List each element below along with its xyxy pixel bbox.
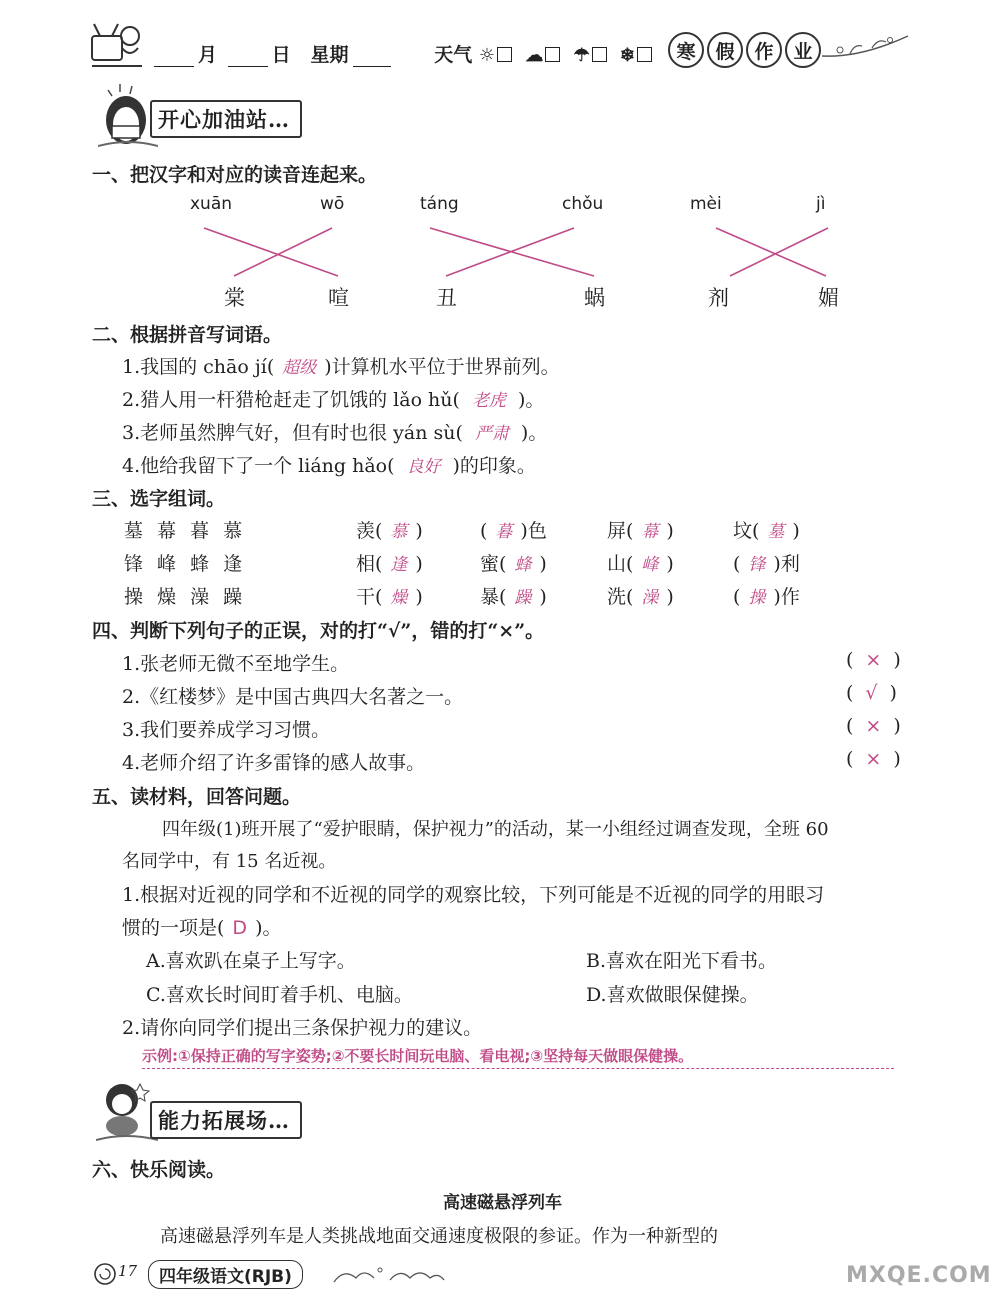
weekday-blank[interactable]: [353, 48, 391, 67]
sun-icon: ☼: [478, 45, 496, 66]
word-blank: 羡( 慕 ): [356, 520, 423, 542]
matching-lines: [190, 222, 850, 282]
word-blank: 干( 燥 ): [356, 586, 423, 608]
q2-answer[interactable]: 老虎: [471, 391, 506, 411]
q2-item: [122, 385, 544, 412]
q5-title: 五、读材料，回答问题。: [92, 786, 302, 808]
q4-mark: ( × ): [846, 748, 901, 770]
q5-sub2-answer[interactable]: 示例:①保持正确的写字姿势;②不要长时间玩电脑、看电视;③坚持每天做眼保健操。: [142, 1045, 894, 1069]
word-blank: 洗( 澡 ): [607, 586, 674, 608]
q2-item: [122, 418, 547, 445]
word-blank: ( 操 )作: [733, 586, 800, 608]
q2-answer[interactable]: 超级: [282, 358, 317, 378]
q5-paragraph: 名同学中，有 15 名近视。: [122, 851, 337, 872]
q2-text: )的印象。: [452, 455, 536, 477]
month-label: 月: [198, 44, 218, 66]
word-blank: 蜜( 蜂 ): [480, 553, 547, 575]
watermark: MXQE.COM: [846, 1263, 992, 1288]
char-group: 锋 峰 蜂 逢: [124, 553, 247, 575]
q2-item: [122, 451, 536, 478]
option-b: B.喜欢在阳光下看书。: [586, 950, 778, 972]
date-weather-line: [150, 40, 652, 67]
section-banner-ability-field: [150, 1101, 302, 1139]
rain-checkbox[interactable]: [592, 47, 607, 62]
pinyin-item: chǒu: [562, 194, 604, 214]
q2-text: 4.他给我留下了一个 liáng hǎo(: [122, 455, 395, 477]
branch-decoration-icon: [820, 28, 910, 68]
cloud-checkbox[interactable]: [545, 47, 560, 62]
hanzi-item: 剂: [708, 286, 729, 310]
word-blank: 屏( 幕 ): [607, 520, 674, 542]
char-group: 操 燥 澡 躁: [124, 586, 247, 608]
snow-checkbox[interactable]: [637, 47, 652, 62]
q3-title: 三、选字组词。: [92, 488, 226, 510]
penguin-icon: [98, 80, 158, 154]
hanzi-item: 喧: [328, 286, 349, 310]
q2-text: )。: [520, 422, 548, 444]
banner-title: 能力拓展场…: [158, 1108, 290, 1133]
badge-char: 寒: [668, 32, 704, 68]
badge-char: 作: [746, 32, 782, 68]
word-blank: ( 暮 )色: [480, 520, 547, 542]
header-doodle: [88, 14, 146, 72]
q5-sub1-answer[interactable]: D: [232, 917, 248, 939]
q4-mark: ( √ ): [846, 682, 897, 704]
weekday-label: 星期: [310, 44, 349, 66]
snow-icon: ❄: [619, 45, 635, 66]
q2-text: )。: [517, 389, 545, 411]
pinyin-item: wō: [320, 194, 345, 214]
pinyin-item: mèi: [690, 194, 722, 214]
q4-statement: 3.我们要养成学习习惯。: [122, 719, 331, 741]
q2-text: 3.老师虽然脾气好，但有时也很 yán sù(: [122, 422, 463, 444]
q5-sub1: 1.根据对近视的同学和不近视的同学的观察比较，下列可能是不近视的同学的用眼习: [122, 884, 825, 906]
q5-sub1-answer-line: 惯的一项是( D )。: [122, 917, 282, 939]
hanzi-item: 棠: [224, 286, 245, 310]
word-blank: 暴( 躁 ): [480, 586, 547, 608]
day-blank[interactable]: [228, 48, 268, 67]
char-group: 墓 幕 暮 慕: [124, 520, 247, 542]
weather-label: 天气: [434, 44, 473, 66]
word-blank: 山( 峰 ): [607, 553, 674, 575]
option-a: A.喜欢趴在桌子上写字。: [146, 950, 356, 972]
q2-text: )计算机水平位于世界前列。: [324, 356, 560, 378]
word-blank: 坟( 墓 ): [733, 520, 800, 542]
q2-item: [122, 352, 560, 379]
word-blank: 相( 逢 ): [356, 553, 423, 575]
hanzi-item: 媚: [818, 286, 839, 310]
hanzi-item: 丑: [436, 286, 457, 310]
q2-title: 二、根据拼音写词语。: [92, 324, 283, 346]
tv-kid-icon: [88, 14, 146, 72]
pinyin-item: táng: [420, 194, 459, 214]
q4-title: 四、判断下列句子的正误，对的打“√”，错的打“×”。: [92, 620, 545, 642]
book-label: 四年级语文(RJB): [148, 1260, 303, 1289]
option-c: C.喜欢长时间盯着手机、电脑。: [146, 984, 413, 1006]
badge-char: 假: [707, 32, 743, 68]
cloud-swirl-icon: [330, 1262, 460, 1294]
girl-reading-icon: [96, 1078, 158, 1148]
pinyin-item: xuān: [190, 194, 233, 214]
q2-answer[interactable]: 良好: [406, 457, 441, 477]
q4-statement: 1.张老师无微不至地学生。: [122, 653, 350, 675]
badge-char: 业: [785, 32, 821, 68]
sun-checkbox[interactable]: [497, 47, 512, 62]
page-number: 17: [118, 1262, 138, 1280]
passage-title: 高速磁悬浮列车: [443, 1193, 562, 1213]
passage-text: 高速磁悬浮列车是人类挑战地面交通速度极限的参证。作为一种新型的: [160, 1226, 718, 1247]
winter-homework-badge: [668, 32, 821, 68]
q2-text: 1.我国的 chāo jí(: [122, 356, 275, 378]
month-blank[interactable]: [154, 48, 194, 67]
q6-title: 六、快乐阅读。: [92, 1159, 226, 1181]
banner-title: 开心加油站…: [158, 107, 290, 132]
rain-icon: ☂: [573, 45, 590, 66]
section-banner-happy-station: [150, 100, 302, 138]
snail-icon: [90, 1258, 120, 1292]
hanzi-item: 蜗: [584, 286, 605, 310]
cloud-icon: ☁: [525, 45, 544, 66]
q4-mark: ( × ): [846, 649, 901, 671]
option-d: D.喜欢做眼保健操。: [586, 984, 759, 1006]
q5-sub2: 2.请你向同学们提出三条保护视力的建议。: [122, 1017, 483, 1039]
q5-paragraph: 四年级(1)班开展了“爱护眼睛，保护视力”的活动，某一小组经过调查发现，全班 60: [162, 819, 829, 840]
q1-title: 一、把汉字和对应的读音连起来。: [92, 164, 378, 186]
q4-statement: 4.老师介绍了许多雷锋的感人故事。: [122, 752, 426, 774]
q2-answer[interactable]: 严肃: [474, 424, 509, 444]
day-label: 日: [271, 44, 291, 66]
q2-text: 2.猎人用一杆猎枪赶走了饥饿的 lǎo hǔ(: [122, 389, 460, 411]
word-blank: ( 锋 )利: [733, 553, 800, 575]
q4-mark: ( × ): [846, 715, 901, 737]
q4-statement: 2.《红楼梦》是中国古典四大名著之一。: [122, 686, 464, 708]
pinyin-item: jì: [816, 194, 826, 214]
